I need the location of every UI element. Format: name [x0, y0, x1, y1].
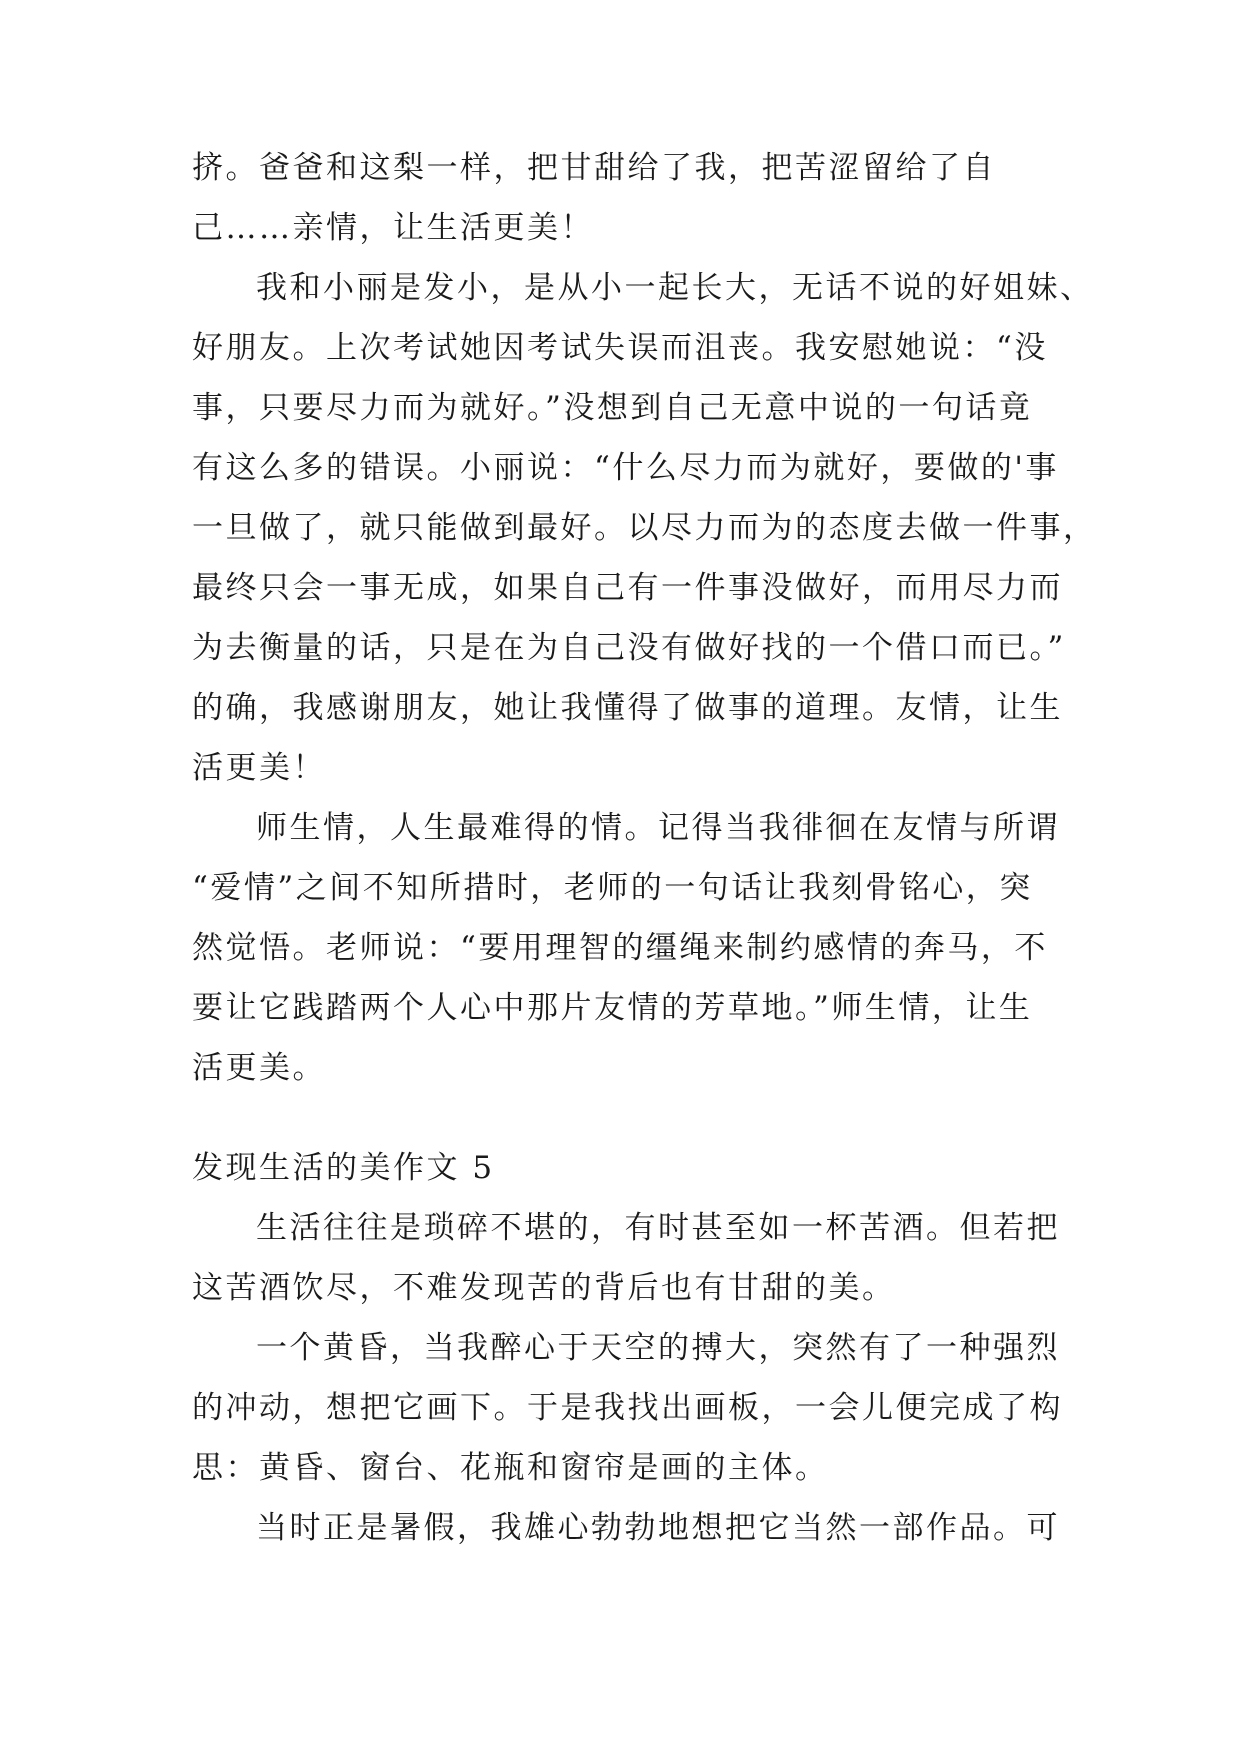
paragraph-first-line: 一个黄昏，当我醉心于天空的搏大，突然有了一种强烈 [256, 1330, 1060, 1366]
paragraph-first-line: 生活往往是琐碎不堪的，有时甚至如一杯苦酒。但若把 [256, 1210, 1060, 1246]
paragraph-line: 为去衡量的话，只是在为自己没有做好找的一个借口而已。” [192, 630, 1066, 666]
paragraph-line: 事，只要尽力而为就好。”没想到自己无意中说的一句话竟 [192, 390, 1033, 426]
paragraph-line: 一旦做了，就只能做到最好。以尽力而为的态度去做一件事， [192, 510, 1097, 546]
paragraph-line: 好朋友。上次考试她因考试失误而沮丧。我安慰她说：“没 [192, 330, 1048, 366]
paragraph-line: “爱情”之间不知所措时，老师的一句话让我刻骨铭心，突 [192, 870, 1033, 906]
paragraph-first-line: 当时正是暑假，我雄心勃勃地想把它当然一部作品。可 [256, 1510, 1060, 1546]
paragraph-line: 活更美！ [192, 750, 326, 786]
paragraph-line: 要让它践踏两个人心中那片友情的芳草地。”师生情，让生 [192, 990, 1033, 1026]
paragraph-line: 活更美。 [192, 1050, 326, 1086]
paragraph-line: 思：黄昏、窗台、花瓶和窗帘是画的主体。 [192, 1450, 829, 1486]
section-heading: 发现生活的美作文 5 [192, 1150, 495, 1186]
paragraph-first-line: 我和小丽是发小，是从小一起长大，无话不说的好姐妹、 [256, 270, 1094, 306]
paragraph-line: 的确，我感谢朋友，她让我懂得了做事的道理。友情，让生 [192, 690, 1063, 726]
paragraph-line: 挤。爸爸和这梨一样，把甘甜给了我，把苦涩留给了自 [192, 150, 996, 186]
paragraph-line: 这苦酒饮尽，不难发现苦的背后也有甘甜的美。 [192, 1270, 896, 1306]
paragraph-line: 有这么多的错误。小丽说：“什么尽力而为就好，要做的'事 [192, 450, 1059, 486]
paragraph-line: 最终只会一事无成，如果自己有一件事没做好，而用尽力而 [192, 570, 1063, 606]
paragraph-first-line: 师生情，人生最难得的情。记得当我徘徊在友情与所谓 [256, 810, 1060, 846]
paragraph-line: 己……亲情，让生活更美！ [192, 210, 594, 246]
paragraph-line: 的冲动，想把它画下。于是我找出画板，一会儿便完成了构 [192, 1390, 1063, 1426]
paragraph-line: 然觉悟。老师说：“要用理智的缰绳来制约感情的奔马，不 [192, 930, 1048, 966]
